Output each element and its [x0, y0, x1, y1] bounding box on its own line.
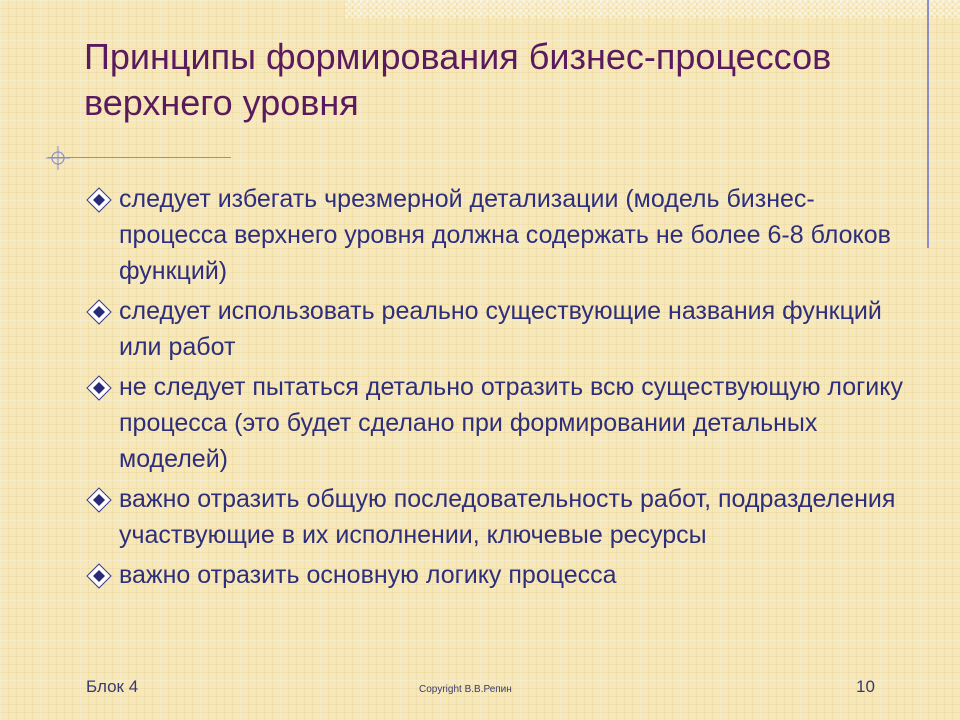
footer-copyright: Copyright В.В.Репин	[419, 684, 512, 695]
diamond-bullet-icon	[86, 187, 112, 213]
diamond-bullet-icon	[86, 375, 112, 401]
horizontal-decor-line	[48, 157, 231, 158]
page-number: 10	[856, 677, 875, 696]
bullet-text: не следует пытаться детально отразить всю существующую логику процесса (это будет сделано при формировании детальных моделей)	[119, 373, 903, 473]
bullet-list	[84, 181, 914, 597]
bullet-item	[84, 369, 914, 477]
vertical-decor-line	[927, 0, 929, 248]
diamond-bullet-icon	[86, 299, 112, 325]
bullet-item	[84, 181, 914, 289]
bullet-item	[84, 481, 914, 553]
footer-block-label: Блок 4	[86, 677, 139, 696]
top-pattern-band	[345, 0, 960, 18]
bullet-text: важно отразить основную логику процесса	[119, 561, 617, 589]
bullet-item	[84, 293, 914, 365]
bullet-item	[84, 557, 914, 593]
crosshair-icon	[46, 146, 70, 170]
diamond-bullet-icon	[86, 487, 112, 513]
bullet-text: следует использовать реально существующие названия функций или работ	[119, 297, 882, 361]
bullet-text: следует избегать чрезмерной детализации (модель бизнес-процесса верхнего уровня должна содержать не более 6-8 блоков функций)	[119, 185, 891, 285]
diamond-bullet-icon	[86, 563, 112, 589]
slide-title: Принципы формирования бизнес-процессов верхнего уровня	[84, 36, 832, 123]
bullet-text: важно отразить общую последовательность работ, подразделения участвующие в их исполнении, ключевые ресурсы	[119, 485, 896, 549]
